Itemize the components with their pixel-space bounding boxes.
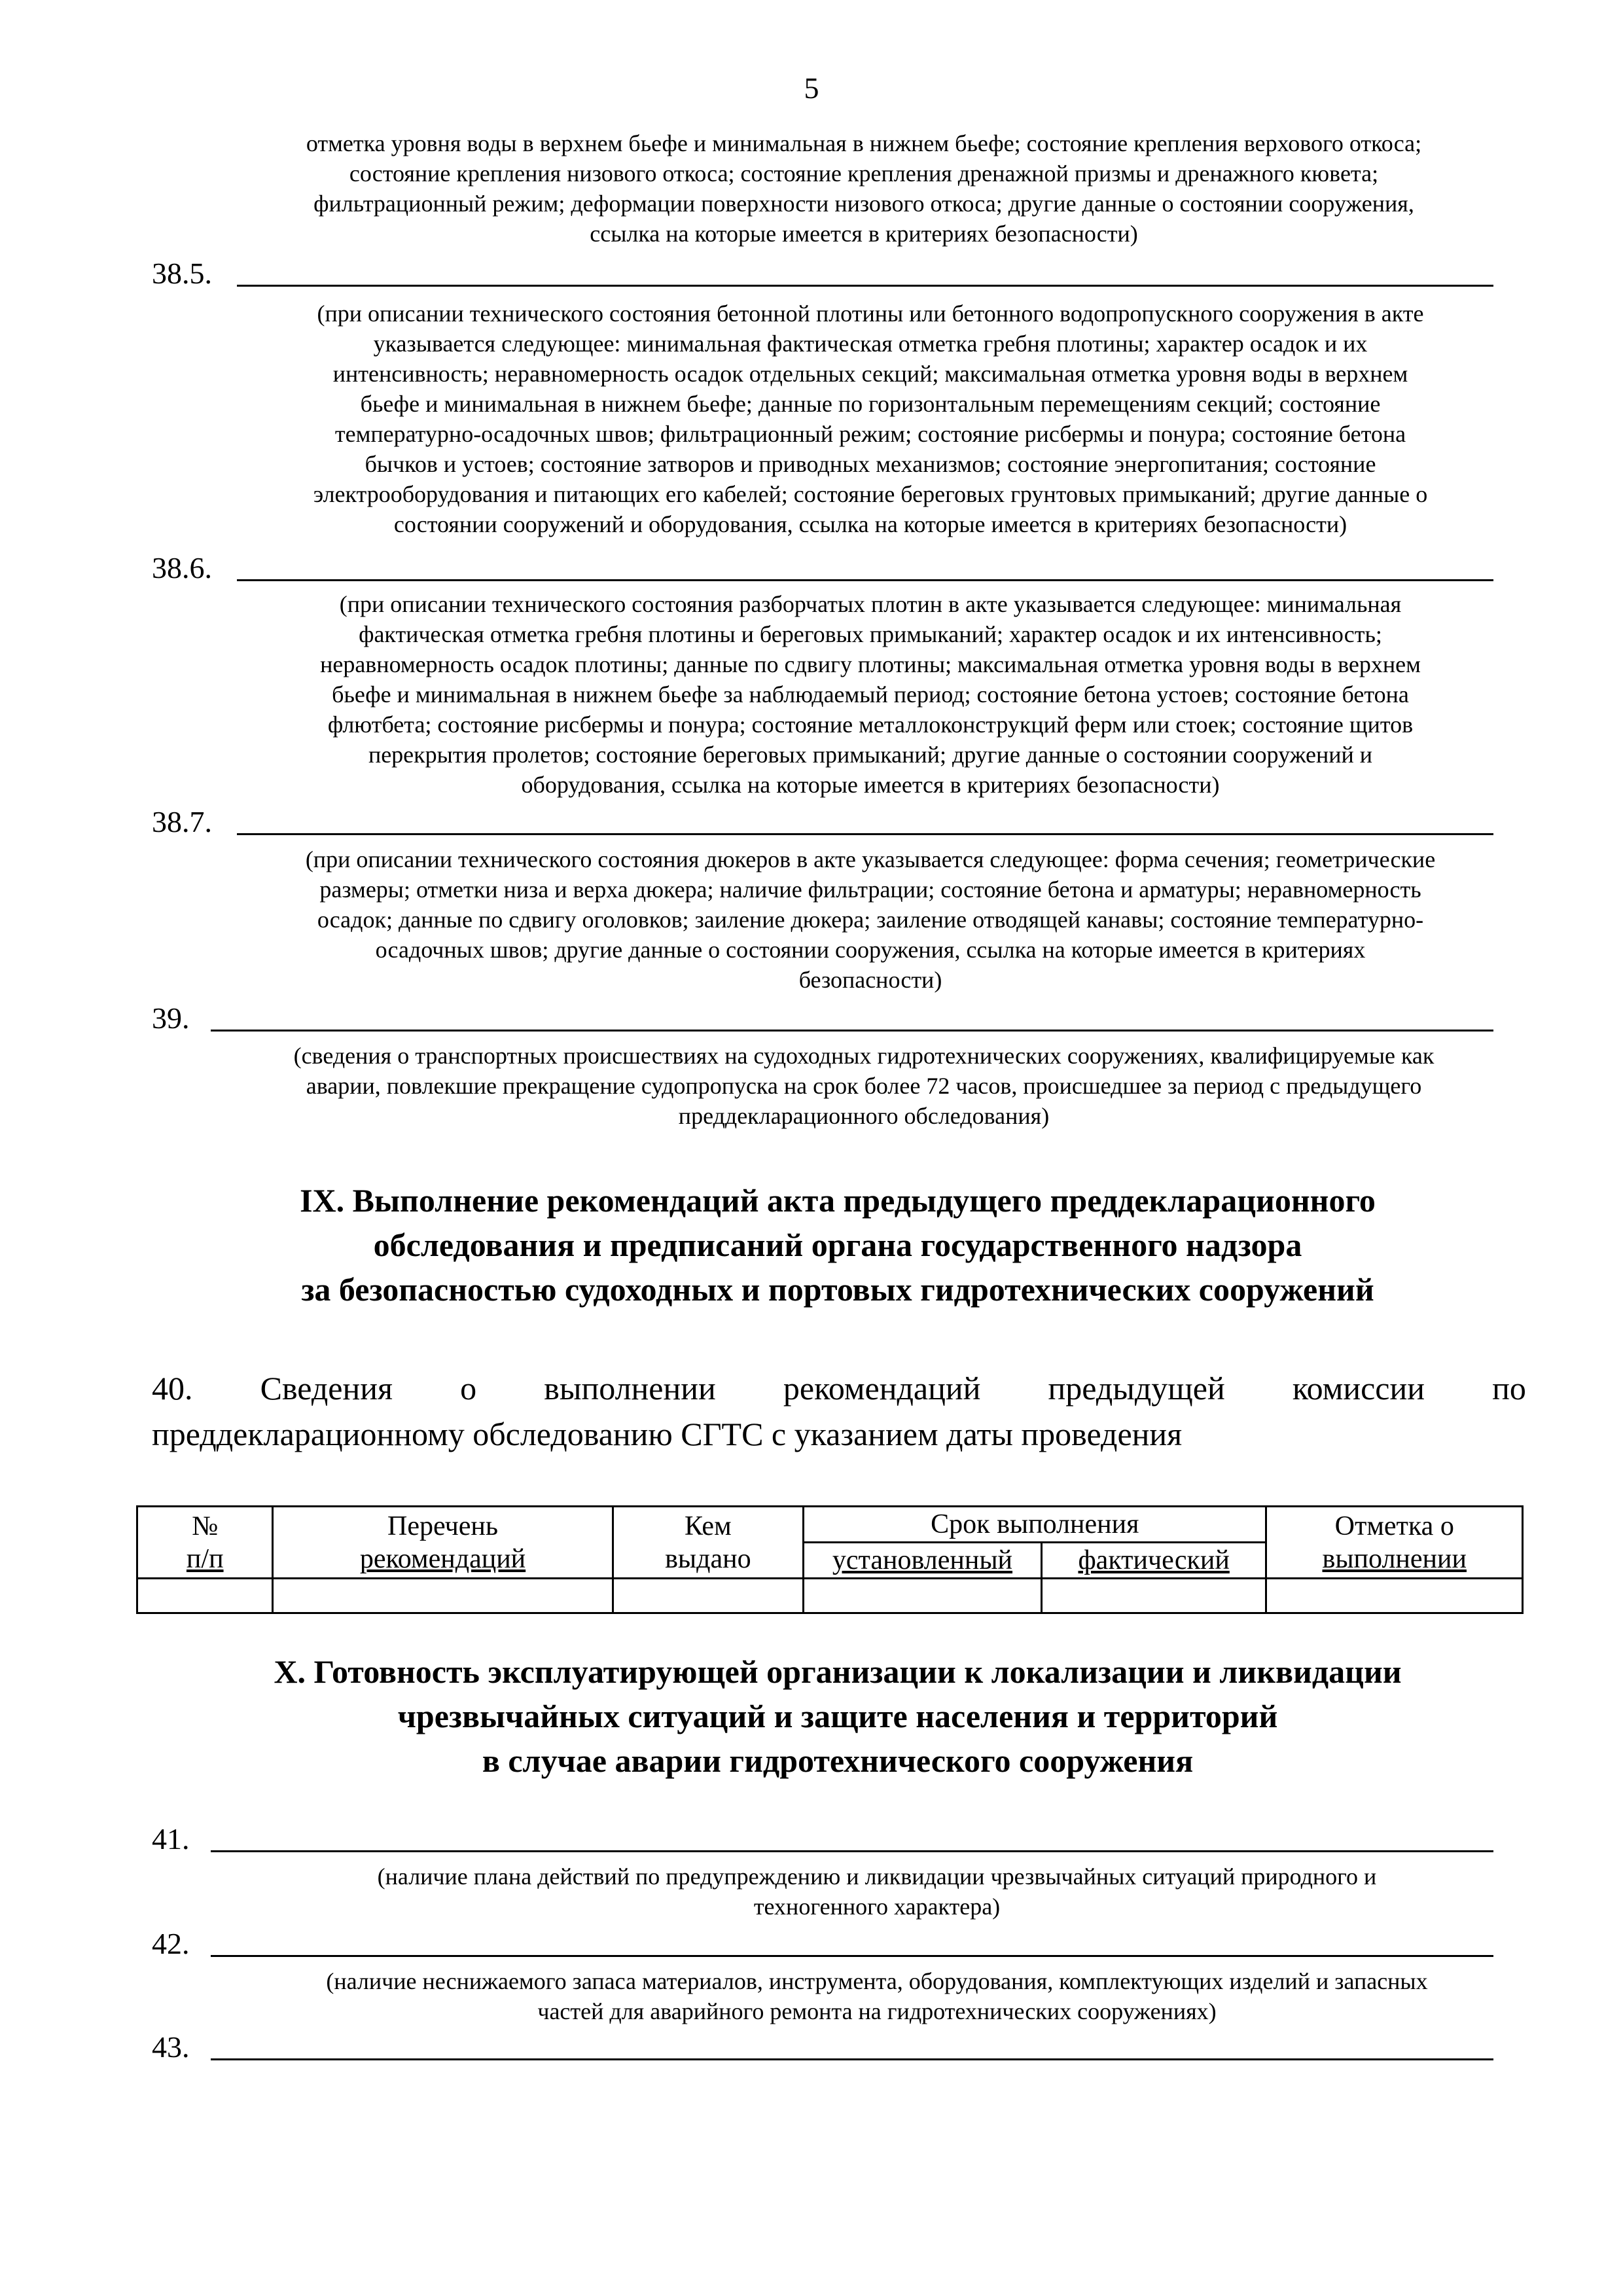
col-header-number: № п/п (137, 1507, 273, 1579)
col-header-issued-by: Кем выдано (613, 1507, 804, 1579)
fill-in-line[interactable] (237, 833, 1493, 835)
fill-in-line[interactable] (237, 579, 1493, 581)
item-39-row (152, 999, 1493, 1038)
item-40-paragraph (152, 1365, 1526, 1457)
item-number: 39. (152, 1001, 190, 1035)
recommendations-table (136, 1505, 1524, 1614)
item-40-line-2: преддекларационному обследованию СГТС с указанием даты проведения (152, 1416, 1183, 1452)
table-cell[interactable] (804, 1579, 1042, 1613)
fill-in-line[interactable] (211, 1030, 1493, 1031)
table-cell[interactable] (1266, 1579, 1523, 1613)
item-42-note: (наличие неснижаемого запаса материалов, инструмента, оборудования, комплектующих изделий и запасных частей для аварийного ремонта на гидротехнических сооружениях) (326, 1968, 1428, 2024)
item-number: 41. (152, 1822, 190, 1856)
item-38-6-note: (при описании технического состояния разборчатых плотин в акте указывается следующее: минимальная фактическая отметка гребня плотины и береговых примыканий; характер осадок и их интенсивность; неравномерность осадок плотины; данные по сдвигу плотины; максимальная отметка уровня воды в верхнем бьефе и минимальная в нижнем бьефе за наблюдаемый период; состояние бетона устоев; состояние бетона флютбета; состояние рисбермы и понура; состояние металлоконструкций ферм или стоек; состояние щитов перекрытия пролетов; состояние береговых примыканий; другие данные о состоянии сооружений и оборудования, ссылка на которые имеется в критериях безопасности) (320, 591, 1421, 798)
fill-in-line[interactable] (211, 1850, 1493, 1852)
fill-in-line[interactable] (237, 285, 1493, 287)
col-header-deadline: Срок выполнения (804, 1507, 1266, 1543)
item-40-line-1: 40. Сведения о выполнении рекомендаций предыдущей комиссии по (152, 1370, 1526, 1407)
top-note: отметка уровня воды в верхнем бьефе и минимальная в нижнем бьефе; состояние крепления верхового откоса; состояние крепления низового откоса; состояние крепления дренажной призмы и дренажного кювета; фильтрационный режим; деформации поверхности низового откоса; другие данные о состоянии сооружения, ссылка на которые имеется в критериях безопасности) (306, 130, 1422, 247)
item-41-row (152, 1820, 1493, 1859)
item-42-row (152, 1924, 1493, 1964)
item-number: 42. (152, 1927, 190, 1960)
section-ix-title: IX. Выполнение рекомендаций акта предыдущего преддекларационного обследования и предписаний органа государственного надзора за безопасностью судоходных и портовых гидротехнических сооружений (300, 1182, 1376, 1308)
fill-in-line[interactable] (211, 2058, 1493, 2060)
page-number: 5 (804, 71, 819, 105)
fill-in-line[interactable] (211, 1955, 1493, 1957)
item-38-7-row (152, 802, 1493, 842)
item-38-6-row (152, 548, 1493, 588)
col-header-recommendations: Перечень рекомендаций (273, 1507, 613, 1579)
table-cell[interactable] (273, 1579, 613, 1613)
table-cell[interactable] (137, 1579, 273, 1613)
table-row (137, 1579, 1523, 1613)
item-38-7-note: (при описании технического состояния дюкеров в акте указывается следующее: форма сечения; геометрические размеры; отметки низа и верха дюкера; наличие фильтрации; состояние бетона и арматуры; неравномерность осадок; данные по сдвигу оголовков; заиление дюкера; заиление отводящей канавы; состояние температурно- осадочных швов; другие данные о состоянии сооружения, ссылка на которые имеется в критериях безопасности) (305, 846, 1436, 993)
item-number: 38.7. (152, 805, 212, 838)
col-header-completion-mark: Отметка о выполнении (1266, 1507, 1523, 1579)
col-header-deadline-set: установленный (804, 1543, 1042, 1579)
table-cell[interactable] (1041, 1579, 1266, 1613)
item-number: 43. (152, 2030, 190, 2064)
item-38-5-note: (при описании технического состояния бетонной плотины или бетонного водопропускного сооружения в акте указывается следующее: минимальная фактическая отметка гребня плотины; характер осадок и их интенсивность; неравномерность осадок отдельных секций; максимальная отметка уровня воды в верхнем бьефе и минимальная в нижнем бьефе; данные по горизонтальным перемещениям секций; состояние температурно-осадочных швов; фильтрационный режим; состояние рисбермы и понура; состояние бетона бычков и устоев; состояние затворов и приводных механизмов; состояние энергопитания; состояние электрооборудования и питающих его кабелей; состояние береговых грунтовых примыканий; другие данные о состоянии сооружений и оборудования, ссылка на которые имеется в критериях безопасности) (313, 300, 1428, 537)
item-number: 38.5. (152, 257, 212, 290)
item-38-5-row (152, 254, 1493, 293)
col-header-deadline-actual: фактический (1041, 1543, 1266, 1579)
item-39-note: (сведения о транспортных происшествиях на судоходных гидротехнических сооружениях, квалифицируемые как аварии, повлекшие прекращение судопропуска на срок более 72 часов, происшедшее за период с предыдущего преддекларационного обследования) (293, 1043, 1435, 1129)
table-cell[interactable] (613, 1579, 804, 1613)
item-number: 38.6. (152, 551, 212, 584)
item-43-row (152, 2028, 1493, 2067)
item-41-note: (наличие плана действий по предупреждению и ликвидации чрезвычайных ситуаций природного и техногенного характера) (377, 1863, 1377, 1920)
section-x-title: X. Готовность эксплуатирующей организации к локализации и ликвидации чрезвычайных ситуаций и защите населения и территорий в случае аварии гидротехнического сооружения (274, 1653, 1402, 1779)
